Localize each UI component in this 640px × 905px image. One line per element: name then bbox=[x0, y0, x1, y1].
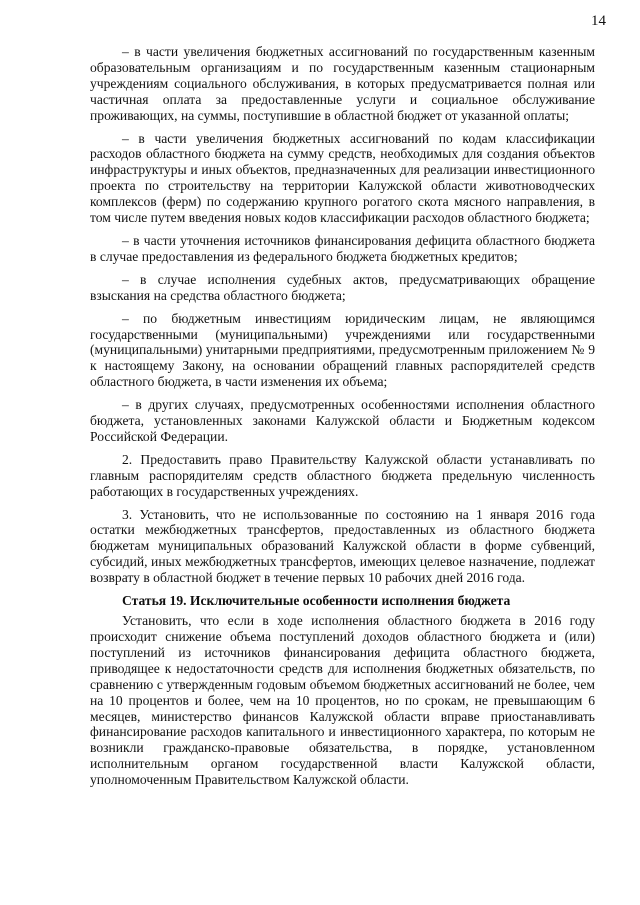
page-number: 14 bbox=[591, 13, 606, 29]
paragraph-other-cases: – в других случаях, предусмотренных особенностями исполнения областного бюджета, установленных законами Калужской области и Бюджетным кодексом Российской Федерации. bbox=[90, 397, 595, 444]
paragraph-deficit-sources: – в части уточнения источников финансирования дефицита областного бюджета в случае предоставления из федерального бюджета бюджетных кредитов; bbox=[90, 232, 595, 264]
paragraph-court-acts: – в случае исполнения судебных актов, предусматривающих обращение взыскания на средства областного бюджета; bbox=[90, 271, 595, 303]
document-body bbox=[90, 44, 595, 795]
paragraph-item-2: 2. Предоставить право Правительству Калужской области устанавливать по главным распорядителям средств областного бюджета предельную численность работающих в государственных учреждениях. bbox=[90, 451, 595, 499]
paragraph-budget-increase-investment: – в части увеличения бюджетных ассигнований по кодам классификации расходов областного бюджета на сумму средств, необходимых для создания объектов инфраструктуры и иных объектов, предназначенных для реализации инвестиционного проекта по строительству на территории Калужской области животноводческих комплексов (ферм) по содержанию крупного рогатого скота мясного направления, в том числе путем введения новых кодов классификации расходов областного бюджета; bbox=[90, 130, 595, 226]
article-19-title: Статья 19. Исключительные особенности исполнения бюджета bbox=[122, 593, 511, 609]
paragraph-article-19-body: Установить, что если в ходе исполнения областного бюджета в 2016 году происходит снижение объема поступлений доходов областного бюджета и (или) поступлений из источников финансирования дефицита областного бюджета, приводящее к недостаточности средств для исполнения бюджетных обязательств, по сравнению с утвержденным годовым объемом бюджетных ассигнований не более, чем на 10 процентов и более, чем на 10 процентов, но по срокам, не превышающим 6 месяцев, министерство финансов Калужской области вправе приостанавливать финансирование расходов капитального и инвестиционного характера, по которым не возникли гражданско-правовые обязательства, в порядке, установленном исполнительным органом государственной власти Калужской области, уполномоченным Правительством Калужской области. bbox=[90, 613, 595, 788]
paragraph-legal-entities-investments: – по бюджетным инвестициям юридическим лицам, не являющимся государственными (муниципальными) учреждениями или государственными (муниципальными) унитарными предприятиями, предусмотренным приложением № 9 к настоящему Закону, на основании обращений главных распорядителей средств областного бюджета, в части изменения их объема; bbox=[90, 310, 595, 390]
paragraph-budget-increase-institutions: – в части увеличения бюджетных ассигнований по государственным казенным образовательным организациям и по государственным казенным стационарным учреждениям социального обслуживания, в которых предусматривается полная или частичная оплата за предоставленные услуги и социальное обслуживание проживающих, на суммы, поступившие в областной бюджет от указанной оплаты; bbox=[90, 44, 595, 123]
paragraph-item-3: 3. Установить, что не использованные по состоянию на 1 января 2016 года остатки межбюджетных трансфертов, предоставленных из областного бюджета бюджетам муниципальных образований Калужской области в форме субвенций, субсидий, иных межбюджетных трансфертов, имеющих целевое назначение, подлежат возврату в областной бюджет в течение первых 10 рабочих дней 2016 года. bbox=[90, 506, 595, 586]
